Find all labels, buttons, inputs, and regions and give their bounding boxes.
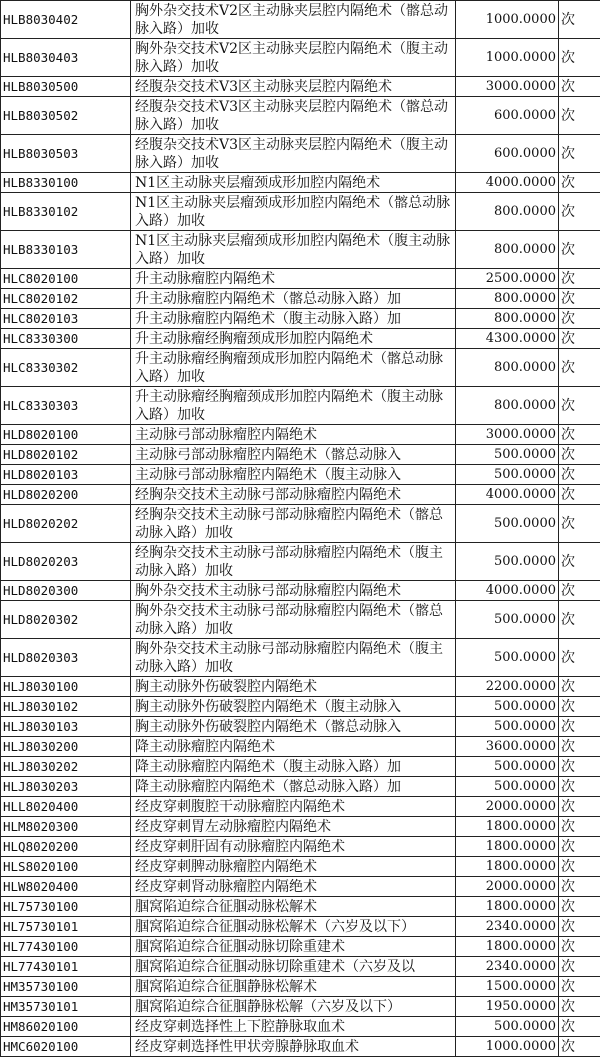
item-code-cell: HLC8020103 (1, 309, 131, 329)
item-unit-cell: 次 (559, 97, 600, 135)
item-unit-cell: 次 (559, 957, 600, 977)
table-row (1, 957, 600, 977)
item-code-cell: HLD8020200 (1, 485, 131, 505)
item-price-cell: 500.0000 (456, 505, 559, 543)
item-unit-cell: 次 (559, 543, 600, 581)
item-unit-cell: 次 (559, 601, 600, 639)
item-code-cell: HLS8020100 (1, 857, 131, 877)
item-name-cell: 胸主动脉外伤破裂腔内隔绝术 (131, 677, 456, 697)
item-name-cell: 升主动脉瘤经胸瘤颈成形加腔内隔绝术（髂总动脉入路）加收 (131, 349, 456, 387)
item-unit-cell: 次 (559, 677, 600, 697)
item-price-cell: 2500.0000 (456, 269, 559, 289)
item-code-cell: HLQ8020200 (1, 837, 131, 857)
item-name-cell: 降主动脉瘤腔内隔绝术 (131, 737, 456, 757)
item-name-cell: N1区主动脉夹层瘤颈成形加腔内隔绝术（腹主动脉入路）加收 (131, 231, 456, 269)
item-price-cell: 1000.0000 (456, 1037, 559, 1057)
item-code-cell: HLD8020303 (1, 639, 131, 677)
item-price-cell: 1800.0000 (456, 937, 559, 957)
item-unit-cell: 次 (559, 777, 600, 797)
item-unit-cell: 次 (559, 917, 600, 937)
item-code-cell: HLJ8030200 (1, 737, 131, 757)
item-unit-cell: 次 (559, 757, 600, 777)
table-row (1, 737, 600, 757)
item-name-cell: 经胸杂交技术主动脉弓部动脉瘤腔内隔绝术 (131, 485, 456, 505)
item-name-cell: 升主动脉瘤经胸瘤颈成形加腔内隔绝术 (131, 329, 456, 349)
item-name-cell: 降主动脉瘤腔内隔绝术（腹主动脉入路）加 (131, 757, 456, 777)
item-code-cell: HLD8020202 (1, 505, 131, 543)
item-name-cell: 经腹杂交技术V3区主动脉夹层腔内隔绝术 (131, 77, 456, 97)
item-price-cell: 2340.0000 (456, 917, 559, 937)
item-name-cell: 胸外杂交技术V2区主动脉夹层腔内隔绝术（髂总动脉入路）加收 (131, 1, 456, 39)
table-row (1, 897, 600, 917)
item-name-cell: 腘窝陷迫综合征腘动脉切除重建术（六岁及以 (131, 957, 456, 977)
item-unit-cell: 次 (559, 387, 600, 425)
table-row (1, 387, 600, 425)
item-unit-cell: 次 (559, 717, 600, 737)
item-unit-cell: 次 (559, 737, 600, 757)
item-name-cell: 胸外杂交技术V2区主动脉夹层腔内隔绝术（腹主动脉入路）加收 (131, 39, 456, 77)
item-name-cell: 腘窝陷迫综合征腘动脉切除重建术 (131, 937, 456, 957)
item-name-cell: 经皮穿刺肝固有动脉瘤腔内隔绝术 (131, 837, 456, 857)
item-unit-cell: 次 (559, 465, 600, 485)
item-code-cell: HL77430101 (1, 957, 131, 977)
item-unit-cell: 次 (559, 1017, 600, 1037)
table-row (1, 231, 600, 269)
item-price-cell: 500.0000 (456, 697, 559, 717)
item-code-cell: HL77430100 (1, 937, 131, 957)
table-row (1, 837, 600, 857)
item-unit-cell: 次 (559, 173, 600, 193)
table-row (1, 1037, 600, 1057)
item-name-cell: 经皮穿刺胃左动脉瘤腔内隔绝术 (131, 817, 456, 837)
item-code-cell: HLD8020302 (1, 601, 131, 639)
item-unit-cell: 次 (559, 897, 600, 917)
item-price-cell: 1800.0000 (456, 897, 559, 917)
item-unit-cell: 次 (559, 1037, 600, 1057)
table-row (1, 1017, 600, 1037)
item-unit-cell: 次 (559, 485, 600, 505)
item-name-cell: 腘窝陷迫综合征腘静脉松解术 (131, 977, 456, 997)
item-unit-cell: 次 (559, 289, 600, 309)
table-row (1, 193, 600, 231)
item-name-cell: 经皮穿刺腹腔干动脉瘤腔内隔绝术 (131, 797, 456, 817)
item-name-cell: 主动脉弓部动脉瘤腔内隔绝术（腹主动脉入 (131, 465, 456, 485)
table-row (1, 39, 600, 77)
item-price-cell: 4000.0000 (456, 581, 559, 601)
item-unit-cell: 次 (559, 77, 600, 97)
item-code-cell: HLB8030402 (1, 1, 131, 39)
item-name-cell: 经皮穿刺选择性甲状旁腺静脉取血术 (131, 1037, 456, 1057)
fee-table-body (1, 1, 600, 1057)
item-unit-cell: 次 (559, 797, 600, 817)
item-code-cell: HLB8030403 (1, 39, 131, 77)
item-price-cell: 2200.0000 (456, 677, 559, 697)
item-name-cell: 胸外杂交技术主动脉弓部动脉瘤腔内隔绝术 (131, 581, 456, 601)
item-unit-cell: 次 (559, 857, 600, 877)
item-code-cell: HLB8330102 (1, 193, 131, 231)
item-unit-cell: 次 (559, 269, 600, 289)
item-price-cell: 500.0000 (456, 757, 559, 777)
item-code-cell: HLJ8030202 (1, 757, 131, 777)
item-name-cell: 主动脉弓部动脉瘤腔内隔绝术 (131, 425, 456, 445)
item-name-cell: N1区主动脉夹层瘤颈成形加腔内隔绝术 (131, 173, 456, 193)
item-name-cell: 胸外杂交技术主动脉弓部动脉瘤腔内隔绝术（腹主动脉入路）加收 (131, 639, 456, 677)
table-row (1, 717, 600, 737)
table-row (1, 543, 600, 581)
item-unit-cell: 次 (559, 425, 600, 445)
item-name-cell: 降主动脉瘤腔内隔绝术（髂总动脉入路）加 (131, 777, 456, 797)
table-row (1, 917, 600, 937)
item-name-cell: 经胸杂交技术主动脉弓部动脉瘤腔内隔绝术（髂总动脉入路）加收 (131, 505, 456, 543)
item-code-cell: HLJ8030103 (1, 717, 131, 737)
item-price-cell: 1800.0000 (456, 857, 559, 877)
item-price-cell: 800.0000 (456, 231, 559, 269)
item-code-cell: HM86020100 (1, 1017, 131, 1037)
item-name-cell: 腘窝陷迫综合征腘动脉松解术 (131, 897, 456, 917)
table-row (1, 173, 600, 193)
item-name-cell: 主动脉弓部动脉瘤腔内隔绝术（髂总动脉入 (131, 445, 456, 465)
item-code-cell: HLD8020103 (1, 465, 131, 485)
item-code-cell: HLB8330103 (1, 231, 131, 269)
item-price-cell: 1950.0000 (456, 997, 559, 1017)
item-price-cell: 2340.0000 (456, 957, 559, 977)
item-unit-cell: 次 (559, 639, 600, 677)
table-row (1, 77, 600, 97)
item-name-cell: 腘窝陷迫综合征腘动脉松解术（六岁及以下） (131, 917, 456, 937)
item-unit-cell: 次 (559, 997, 600, 1017)
table-row (1, 269, 600, 289)
item-code-cell: HLB8330100 (1, 173, 131, 193)
item-price-cell: 600.0000 (456, 97, 559, 135)
table-row (1, 697, 600, 717)
item-price-cell: 4000.0000 (456, 173, 559, 193)
item-unit-cell: 次 (559, 937, 600, 957)
item-code-cell: HLC8020100 (1, 269, 131, 289)
item-code-cell: HLC8020102 (1, 289, 131, 309)
table-row (1, 677, 600, 697)
item-code-cell: HL75730100 (1, 897, 131, 917)
item-code-cell: HLC8330303 (1, 387, 131, 425)
item-price-cell: 500.0000 (456, 601, 559, 639)
item-name-cell: 胸主动脉外伤破裂腔内隔绝术（髂总动脉入 (131, 717, 456, 737)
item-price-cell: 800.0000 (456, 387, 559, 425)
item-name-cell: 经腹杂交技术V3区主动脉夹层腔内隔绝术（髂总动脉入路）加收 (131, 97, 456, 135)
item-unit-cell: 次 (559, 39, 600, 77)
table-row (1, 857, 600, 877)
item-price-cell: 1500.0000 (456, 977, 559, 997)
table-row (1, 937, 600, 957)
item-code-cell: HLJ8030203 (1, 777, 131, 797)
item-unit-cell: 次 (559, 581, 600, 601)
item-name-cell: 经皮穿刺肾动脉瘤腔内隔绝术 (131, 877, 456, 897)
item-code-cell: HL75730101 (1, 917, 131, 937)
item-unit-cell: 次 (559, 817, 600, 837)
item-price-cell: 4000.0000 (456, 485, 559, 505)
item-unit-cell: 次 (559, 837, 600, 857)
item-price-cell: 3600.0000 (456, 737, 559, 757)
item-name-cell: 胸主动脉外伤破裂腔内隔绝术（腹主动脉入 (131, 697, 456, 717)
item-code-cell: HLW8020400 (1, 877, 131, 897)
item-name-cell: 腘窝陷迫综合征腘静脉松解（六岁及以下） (131, 997, 456, 1017)
item-name-cell: 经腹杂交技术V3区主动脉夹层腔内隔绝术（腹主动脉入路）加收 (131, 135, 456, 173)
item-code-cell: HLJ8030102 (1, 697, 131, 717)
table-row (1, 505, 600, 543)
item-code-cell: HLD8020203 (1, 543, 131, 581)
item-price-cell: 800.0000 (456, 289, 559, 309)
item-code-cell: HLB8030503 (1, 135, 131, 173)
item-code-cell: HLD8020100 (1, 425, 131, 445)
item-price-cell: 500.0000 (456, 445, 559, 465)
table-row (1, 977, 600, 997)
item-price-cell: 500.0000 (456, 543, 559, 581)
table-row (1, 289, 600, 309)
item-code-cell: HLJ8030100 (1, 677, 131, 697)
item-code-cell: HLL8020400 (1, 797, 131, 817)
item-name-cell: 胸外杂交技术主动脉弓部动脉瘤腔内隔绝术（髂总动脉入路）加收 (131, 601, 456, 639)
table-row (1, 485, 600, 505)
item-price-cell: 500.0000 (456, 777, 559, 797)
item-price-cell: 500.0000 (456, 465, 559, 485)
item-price-cell: 1800.0000 (456, 837, 559, 857)
item-price-cell: 2000.0000 (456, 877, 559, 897)
item-code-cell: HM35730100 (1, 977, 131, 997)
item-code-cell: HLD8020300 (1, 581, 131, 601)
item-unit-cell: 次 (559, 309, 600, 329)
table-row (1, 997, 600, 1017)
table-row (1, 97, 600, 135)
item-unit-cell: 次 (559, 135, 600, 173)
item-code-cell: HLM8020300 (1, 817, 131, 837)
item-unit-cell: 次 (559, 349, 600, 387)
item-unit-cell: 次 (559, 231, 600, 269)
item-price-cell: 1000.0000 (456, 39, 559, 77)
item-unit-cell: 次 (559, 877, 600, 897)
item-unit-cell: 次 (559, 1, 600, 39)
item-unit-cell: 次 (559, 329, 600, 349)
table-row (1, 757, 600, 777)
item-name-cell: 经皮穿刺选择性上下腔静脉取血术 (131, 1017, 456, 1037)
item-code-cell: HLC8330302 (1, 349, 131, 387)
item-name-cell: 经皮穿刺脾动脉瘤腔内隔绝术 (131, 857, 456, 877)
item-code-cell: HLB8030500 (1, 77, 131, 97)
item-unit-cell: 次 (559, 977, 600, 997)
table-row (1, 425, 600, 445)
item-code-cell: HLD8020102 (1, 445, 131, 465)
item-price-cell: 3000.0000 (456, 77, 559, 97)
item-price-cell: 4300.0000 (456, 329, 559, 349)
table-row (1, 349, 600, 387)
item-price-cell: 800.0000 (456, 309, 559, 329)
item-code-cell: HM35730101 (1, 997, 131, 1017)
table-row (1, 797, 600, 817)
item-unit-cell: 次 (559, 697, 600, 717)
item-name-cell: 经胸杂交技术主动脉弓部动脉瘤腔内隔绝术（腹主动脉入路）加收 (131, 543, 456, 581)
item-name-cell: 升主动脉瘤腔内隔绝术 (131, 269, 456, 289)
table-row (1, 445, 600, 465)
item-unit-cell: 次 (559, 445, 600, 465)
item-code-cell: HMC6020100 (1, 1037, 131, 1057)
table-row (1, 777, 600, 797)
item-price-cell: 3000.0000 (456, 425, 559, 445)
item-code-cell: HLB8030502 (1, 97, 131, 135)
table-row (1, 601, 600, 639)
item-price-cell: 600.0000 (456, 135, 559, 173)
table-row (1, 465, 600, 485)
table-row (1, 639, 600, 677)
item-price-cell: 800.0000 (456, 349, 559, 387)
item-price-cell: 1000.0000 (456, 1, 559, 39)
item-name-cell: 升主动脉瘤腔内隔绝术（髂总动脉入路）加 (131, 289, 456, 309)
table-row (1, 581, 600, 601)
item-code-cell: HLC8330300 (1, 329, 131, 349)
item-price-cell: 500.0000 (456, 1017, 559, 1037)
item-name-cell: 升主动脉瘤经胸瘤颈成形加腔内隔绝术（腹主动脉入路）加收 (131, 387, 456, 425)
table-row (1, 1, 600, 39)
item-price-cell: 800.0000 (456, 193, 559, 231)
item-price-cell: 2000.0000 (456, 797, 559, 817)
item-unit-cell: 次 (559, 505, 600, 543)
table-row (1, 135, 600, 173)
table-row (1, 309, 600, 329)
table-row (1, 877, 600, 897)
item-unit-cell: 次 (559, 193, 600, 231)
item-name-cell: N1区主动脉夹层瘤颈成形加腔内隔绝术（髂总动脉入路）加收 (131, 193, 456, 231)
item-price-cell: 500.0000 (456, 717, 559, 737)
item-name-cell: 升主动脉瘤腔内隔绝术（腹主动脉入路）加 (131, 309, 456, 329)
item-price-cell: 500.0000 (456, 639, 559, 677)
table-row (1, 817, 600, 837)
item-price-cell: 1800.0000 (456, 817, 559, 837)
table-row (1, 329, 600, 349)
